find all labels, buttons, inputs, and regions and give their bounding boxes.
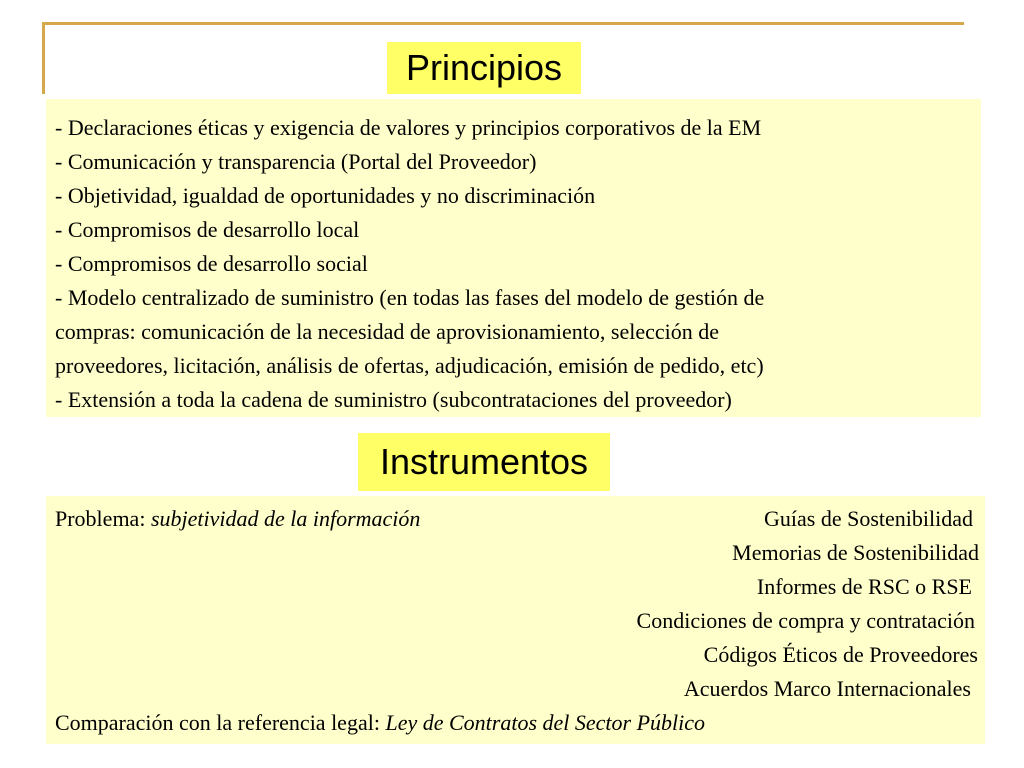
instrument-item: Guías de Sostenibilidad: [764, 506, 973, 531]
principios-line: compras: comunicación de la necesidad de aprovisionamiento, selección de: [55, 319, 720, 344]
instrumentos-heading: [358, 433, 610, 491]
slide-frame-top-line: [42, 22, 964, 25]
principios-line: - Objetividad, igualdad de oportunidades y no discriminación: [55, 183, 596, 208]
principios-line: - Extensión a toda la cadena de suministro (subcontrataciones del proveedor): [55, 387, 732, 412]
problem-label: Problema:: [55, 506, 151, 531]
principios-line: - Modelo centralizado de suministro (en todas las fases del modelo de gestión de: [55, 285, 765, 310]
instrument-item: Condiciones de compra y contratación: [636, 608, 975, 633]
slide-frame-left-line: [42, 22, 45, 94]
comparison-statement: [55, 706, 705, 740]
comparison-label: Comparación con la referencia legal:: [55, 710, 386, 735]
instrument-item: Acuerdos Marco Internacionales: [683, 676, 971, 701]
principios-line: - Comunicación y transparencia (Portal del Proveedor): [55, 149, 537, 174]
instrumentos-title: Instrumentos: [379, 441, 589, 482]
problem-text: subjetividad de la información: [150, 506, 421, 531]
problem-statement: [55, 502, 420, 536]
instrument-item: Códigos Éticos de Proveedores: [703, 642, 978, 667]
principios-panel: [46, 99, 981, 417]
principios-heading: [387, 42, 581, 94]
principios-line: - Compromisos de desarrollo social: [55, 251, 368, 276]
principios-line: - Compromisos de desarrollo local: [55, 217, 360, 242]
principios-title: Principios: [405, 47, 563, 88]
instrument-item: Informes de RSC o RSE: [756, 574, 972, 599]
instrument-item: Memorias de Sostenibilidad: [732, 540, 979, 565]
principios-line: proveedores, licitación, análisis de ofertas, adjudicación, emisión de pedido, etc): [55, 353, 764, 378]
principios-line: - Declaraciones éticas y exigencia de valores y principios corporativos de la EM: [55, 115, 762, 140]
instrumentos-panel: [46, 496, 985, 744]
comparison-text: Ley de Contratos del Sector Público: [385, 710, 706, 735]
